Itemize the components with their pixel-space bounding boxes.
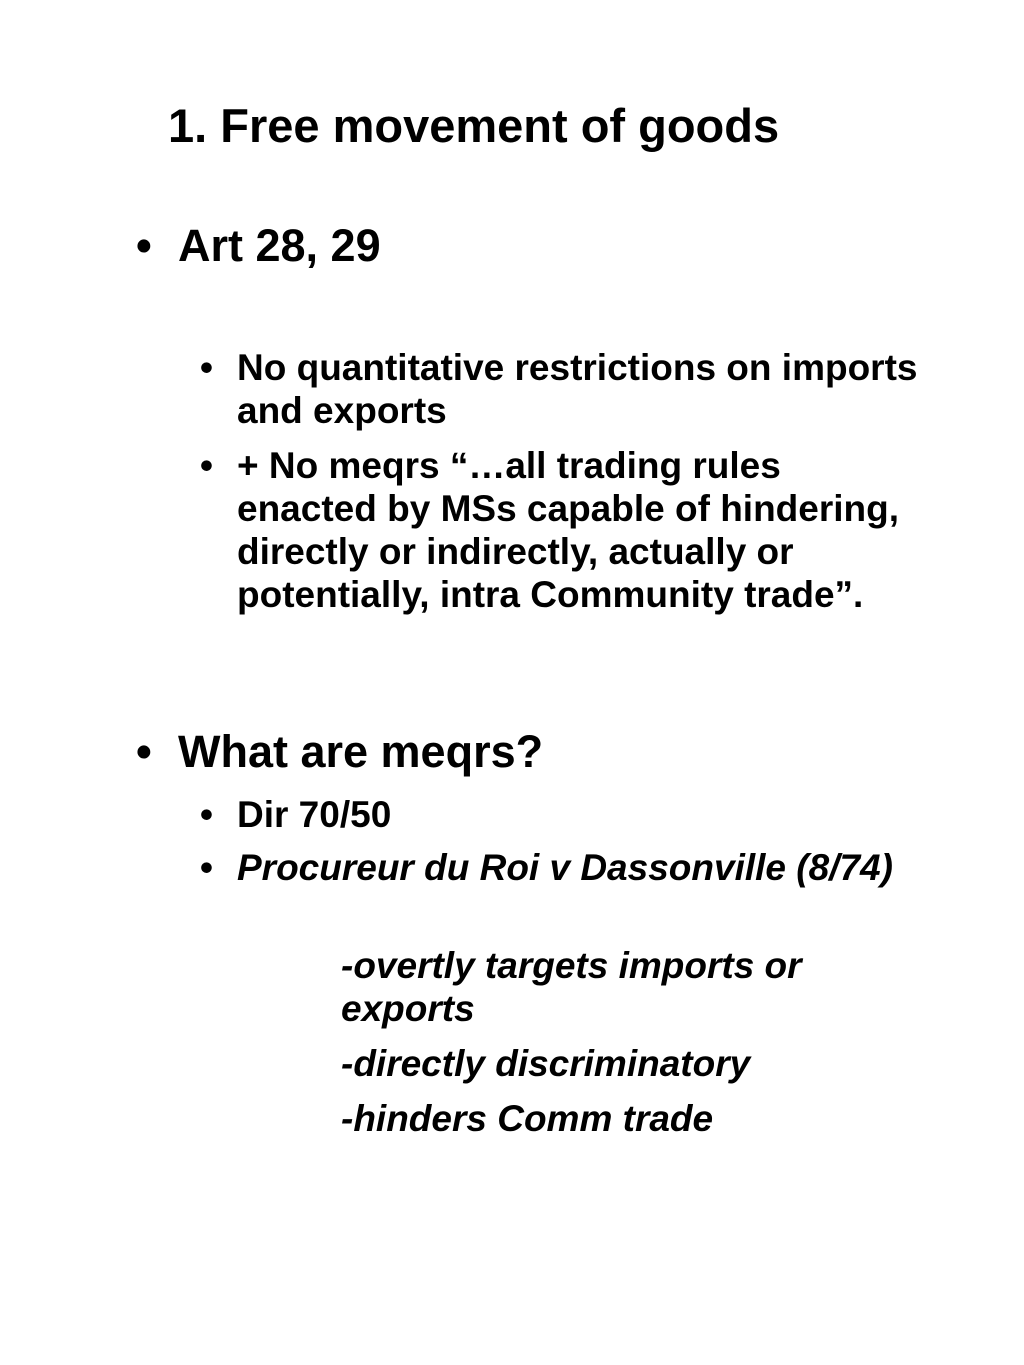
bullet-dot: • <box>200 847 213 888</box>
bullet-dot: • <box>200 445 213 486</box>
bullet-dot: • <box>200 347 213 388</box>
case-citation: Procureur du Roi v Dassonville (8/74) <box>237 847 893 888</box>
bullet-dot: • <box>136 220 152 271</box>
bullet-dot: • <box>136 726 152 777</box>
section-heading: What are meqrs? <box>178 726 544 777</box>
section-heading: Art 28, 29 <box>178 220 381 271</box>
criterion-overtly-targets: -overtly targets imports or exports <box>341 945 802 1029</box>
bullet-dot: • <box>200 794 213 835</box>
sub-bullet-text: + No meqrs “…all trading rules enacted by MSs capable of hindering, directly or indirectly, actually or potentially, intra Community trade”. <box>237 445 900 615</box>
sub-bullet-text: Dir 70/50 <box>237 794 392 835</box>
criterion-hinders-trade: -hinders Comm trade <box>341 1098 714 1139</box>
sub-bullet-text: No quantitative restrictions on imports and exports <box>237 347 918 431</box>
slide-title: 1. Free movement of goods <box>168 99 780 152</box>
criterion-directly-discriminatory: -directly discriminatory <box>341 1043 751 1084</box>
